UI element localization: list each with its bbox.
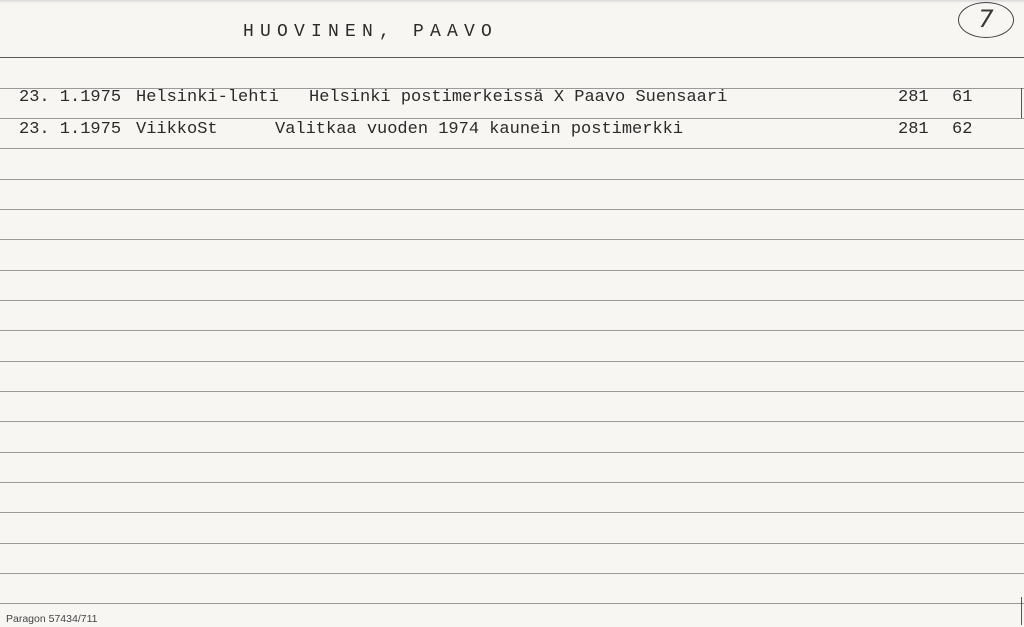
entry-volume: 281 [898,88,929,107]
entry-date: 23. 1.1975 [19,120,122,139]
header-rule [0,57,1024,58]
entry-page: 62 [952,120,973,139]
ruled-line [0,421,1024,422]
card-heading-name: HUOVINEN, PAAVO [243,22,499,42]
printer-code: Paragon 57434/711 [6,613,98,625]
ruled-line [0,179,1024,180]
ruled-line [0,482,1024,483]
ruled-line [0,148,1024,149]
ruled-line [0,573,1024,574]
ruled-line [0,239,1024,240]
entry-source: Helsinki-lehti [136,88,279,107]
ruled-line [0,603,1024,604]
ruled-line [0,118,1024,119]
ruled-line [0,391,1024,392]
card-number-circled: 7 [958,2,1014,38]
ruled-line [0,270,1024,271]
right-margin-mark [1021,597,1022,625]
entry-volume: 281 [898,120,929,139]
entry-date: 23. 1.1975 [19,88,122,107]
card-entry [0,120,1024,146]
entry-title: Helsinki postimerkeissä X Paavo Suensaari [309,88,728,107]
ruled-line [0,300,1024,301]
ruled-line [0,330,1024,331]
ruled-line [0,209,1024,210]
ruled-line [0,512,1024,513]
ruled-line [0,452,1024,453]
ruled-line [0,543,1024,544]
ruled-line [0,361,1024,362]
entry-title: Valitkaa vuoden 1974 kaunein postimerkki [275,120,684,139]
entry-page: 61 [952,88,973,107]
card-top-edge [0,0,1024,3]
entry-source: ViikkoSt [136,120,218,139]
card-entry [0,88,1024,114]
